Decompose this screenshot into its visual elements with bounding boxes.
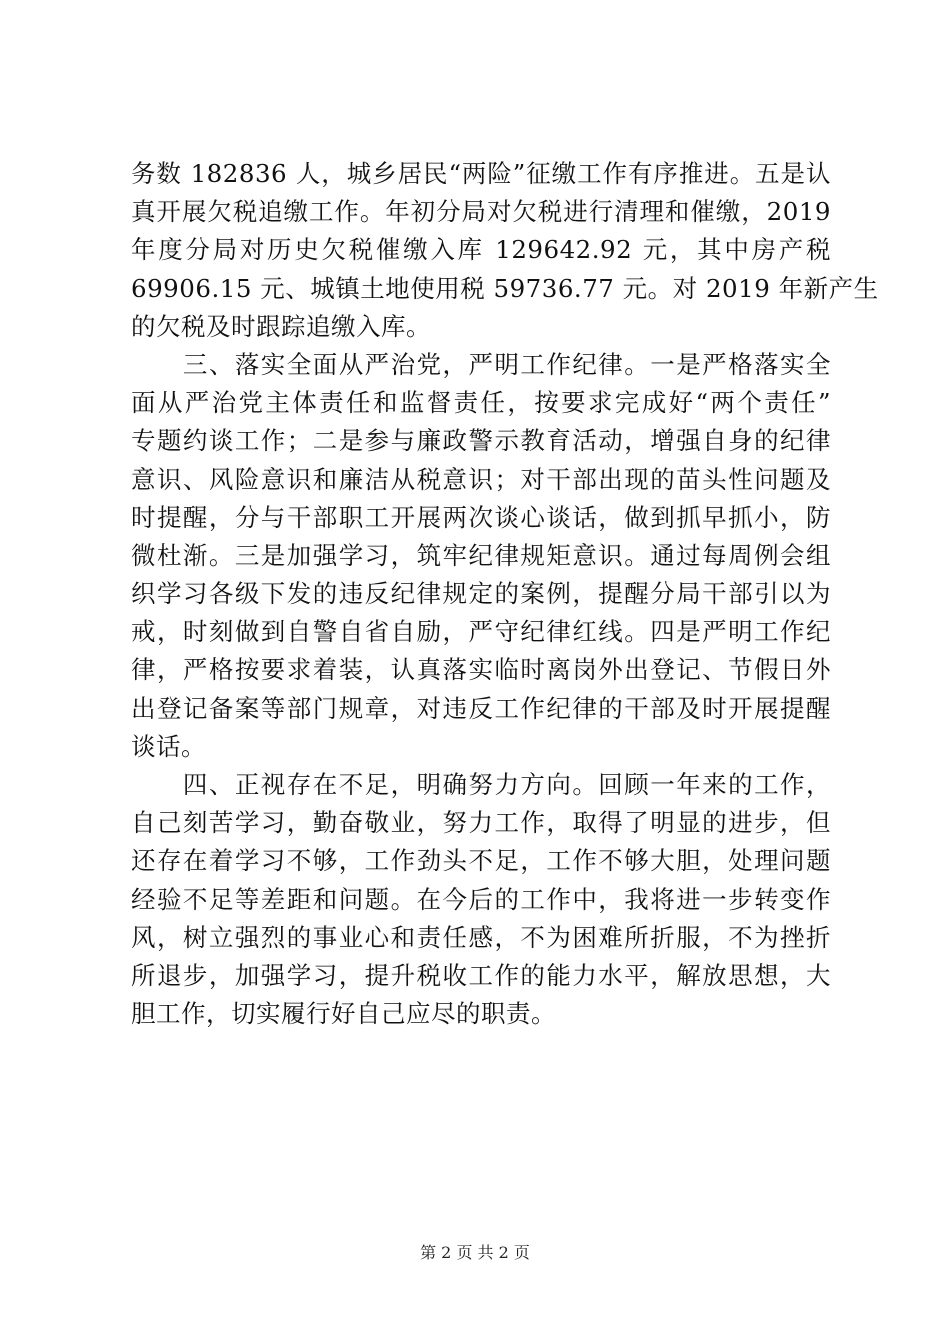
text-line: 所退步，加强学习，提升税收工作的能力水平，解放思想，大 <box>131 960 831 990</box>
text-line: 戒，时刻做到自警自省自励，严守纪律红线。四是严明工作纪 <box>131 617 831 647</box>
text-line: 出登记备案等部门规章，对违反工作纪律的干部及时开展提醒 <box>131 693 831 723</box>
text-line: 年度分局对历史欠税催缴入库 129642.92 元，其中房产税 <box>131 235 831 265</box>
text-line: 的欠税及时跟踪追缴入库。 <box>131 311 431 341</box>
text-line: 专题约谈工作；二是参与廉政警示教育活动，增强自身的纪律 <box>131 426 831 456</box>
text-line: 律，严格按要求着装，认真落实临时离岗外出登记、节假日外 <box>131 655 831 685</box>
text-line: 四、正视存在不足，明确努力方向。回顾一年来的工作， <box>131 770 831 799</box>
text-line: 自己刻苦学习，勤奋敬业，努力工作，取得了明显的进步，但 <box>131 808 831 838</box>
text-line: 务数 182836 人，城乡居民“两险”征缴工作有序推进。五是认 <box>131 159 831 188</box>
text-line: 风，树立强烈的事业心和责任感，不为困难所折服，不为挫折 <box>131 922 831 952</box>
text-line: 真开展欠税追缴工作。年初分局对欠税进行清理和催缴，2019 <box>131 197 831 227</box>
document-body <box>131 155 879 1033</box>
text-line: 三、落实全面从严治党，严明工作纪律。一是严格落实全 <box>131 349 831 379</box>
text-line: 经验不足等差距和问题。在今后的工作中，我将进一步转变作 <box>131 884 831 914</box>
text-line: 织学习各级下发的违反纪律规定的案例，提醒分局干部引以为 <box>131 579 831 609</box>
text-line: 69906.15 元、城镇土地使用税 59736.77 元。对 2019 年新产生 <box>131 273 879 303</box>
text-line: 面从严治党主体责任和监督责任，按要求完成好“两个责任” <box>131 388 831 418</box>
text-line: 胆工作，切实履行好自己应尽的职责。 <box>131 999 556 1029</box>
text-line: 还存在着学习不够，工作劲头不足，工作不够大胆，处理问题 <box>131 846 831 876</box>
text-line: 微杜渐。三是加强学习，筑牢纪律规矩意识。通过每周例会组 <box>131 540 831 570</box>
text-line: 时提醒，分与干部职工开展两次谈心谈话，做到抓早抓小，防 <box>131 502 831 532</box>
text-line: 意识、风险意识和廉洁从税意识；对干部出现的苗头性问题及 <box>131 464 831 494</box>
text-line: 谈话。 <box>131 731 206 761</box>
page-footer: 第 2 页 共 2 页 <box>420 1243 530 1262</box>
